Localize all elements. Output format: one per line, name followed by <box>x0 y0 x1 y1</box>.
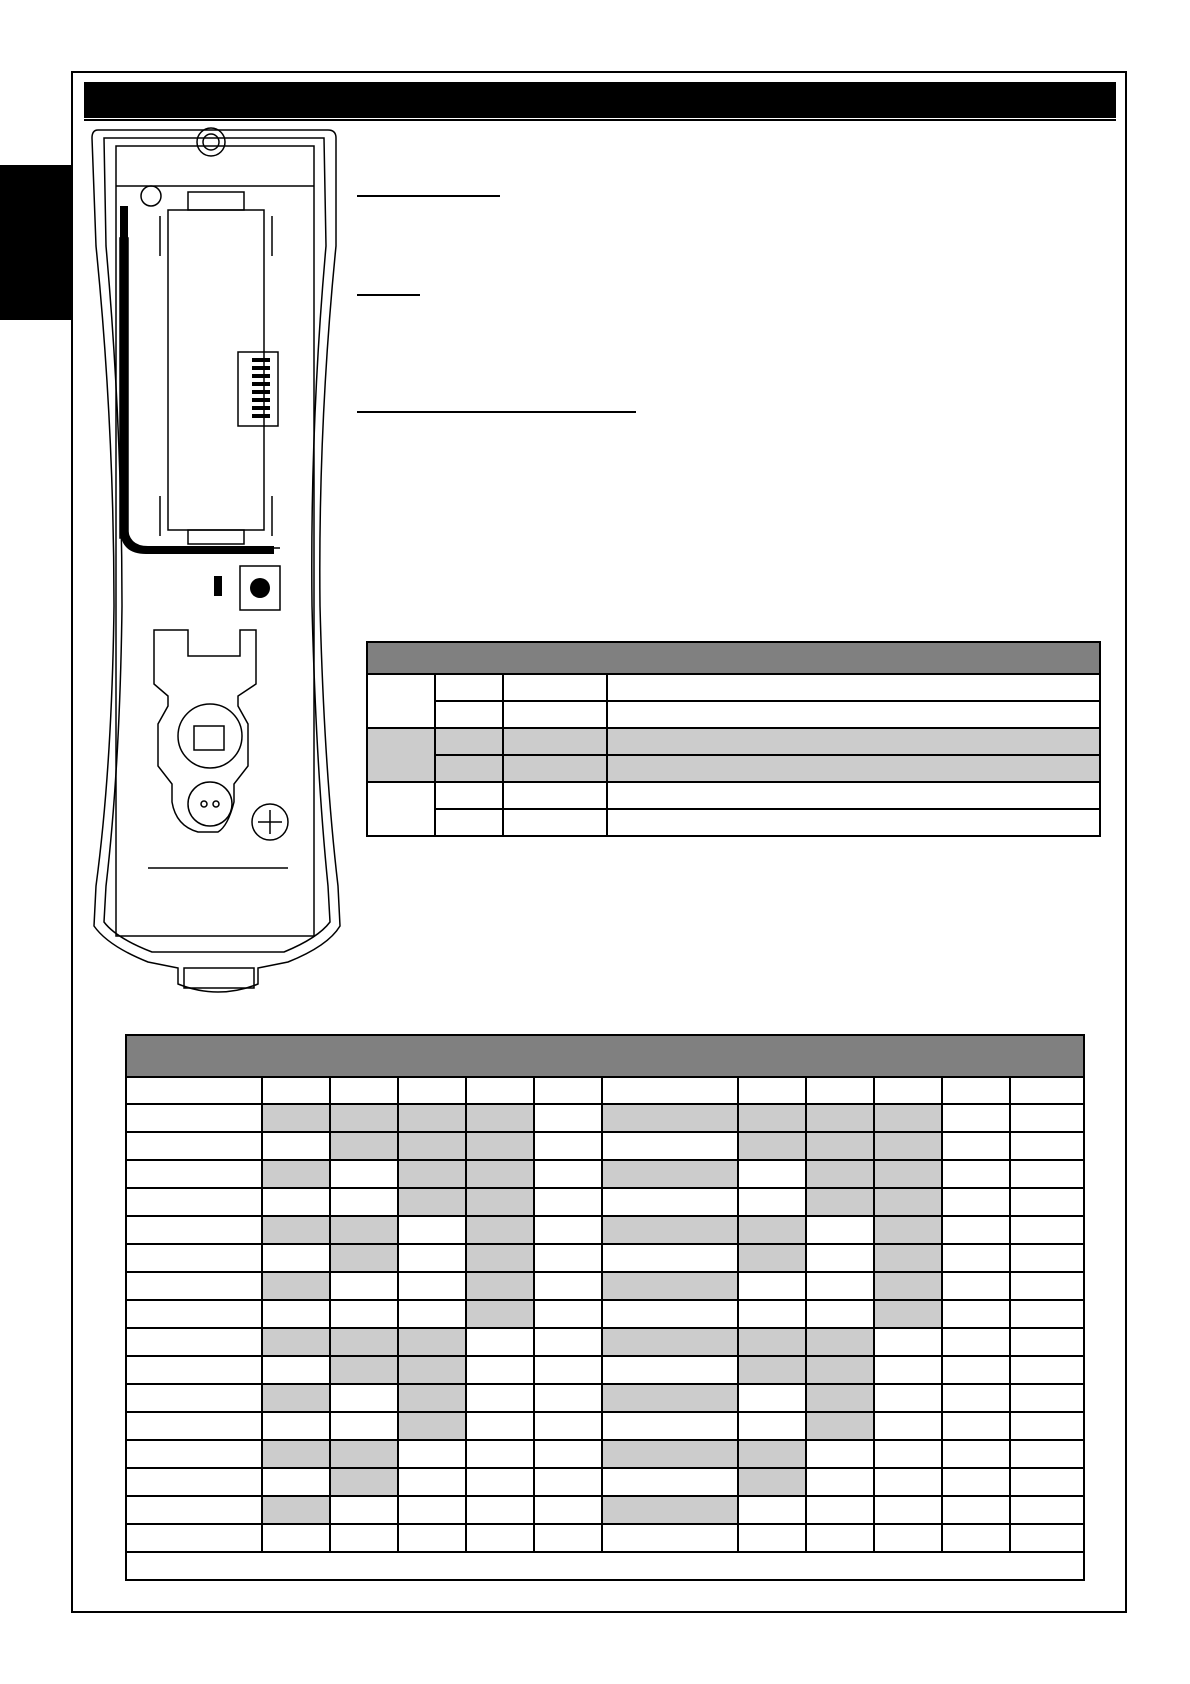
table-row <box>126 1244 1084 1272</box>
code-cell <box>466 1104 534 1132</box>
table-row <box>126 1468 1084 1496</box>
code-cell <box>534 1188 602 1216</box>
code-cell <box>126 1160 262 1188</box>
code-cell <box>942 1160 1010 1188</box>
code-cell <box>1010 1356 1084 1384</box>
code-cell <box>534 1356 602 1384</box>
code-cell <box>806 1412 874 1440</box>
code-cell <box>398 1328 466 1356</box>
table-row <box>126 1356 1084 1384</box>
switch-cell <box>435 728 503 755</box>
code-cell <box>398 1524 466 1552</box>
code-cell <box>466 1272 534 1300</box>
code-cell <box>330 1160 398 1188</box>
code-cell <box>602 1412 738 1440</box>
code-cell <box>398 1160 466 1188</box>
code-cell <box>1010 1412 1084 1440</box>
code-cell <box>602 1216 738 1244</box>
code-cell <box>262 1272 330 1300</box>
switch-cell <box>435 809 503 836</box>
code-cell <box>262 1160 330 1188</box>
code-cell <box>738 1216 806 1244</box>
code-cell <box>738 1496 806 1524</box>
code-cell <box>806 1300 874 1328</box>
code-cell <box>602 1356 738 1384</box>
code-cell <box>330 1300 398 1328</box>
column-header-cell <box>602 1077 738 1104</box>
code-cell <box>874 1216 942 1244</box>
code-cell <box>602 1188 738 1216</box>
switch-cell <box>607 755 1100 782</box>
code-cell <box>466 1468 534 1496</box>
switch-cell <box>607 809 1100 836</box>
code-cell <box>534 1244 602 1272</box>
code-cell <box>466 1328 534 1356</box>
code-cell <box>398 1272 466 1300</box>
code-table-header-row <box>126 1035 1084 1077</box>
code-cell <box>874 1244 942 1272</box>
code-cell <box>1010 1216 1084 1244</box>
code-cell <box>738 1188 806 1216</box>
code-cell <box>466 1188 534 1216</box>
code-cell <box>126 1216 262 1244</box>
battery-holder <box>168 210 264 530</box>
code-cell <box>330 1104 398 1132</box>
title-underline <box>84 119 1116 121</box>
code-cell <box>874 1104 942 1132</box>
column-header-cell <box>126 1077 262 1104</box>
code-cell <box>602 1300 738 1328</box>
code-cell <box>330 1468 398 1496</box>
code-cell <box>602 1328 738 1356</box>
title-bar <box>84 82 1116 118</box>
switch-cell <box>607 701 1100 728</box>
code-cell <box>942 1188 1010 1216</box>
code-cell <box>874 1328 942 1356</box>
code-cell <box>942 1468 1010 1496</box>
code-cell <box>398 1384 466 1412</box>
code-cell <box>1010 1300 1084 1328</box>
code-cell <box>602 1104 738 1132</box>
code-cell <box>126 1468 262 1496</box>
switch-cell <box>607 674 1100 701</box>
column-header-cell <box>874 1077 942 1104</box>
code-cell <box>466 1132 534 1160</box>
code-cell <box>738 1244 806 1272</box>
code-cell <box>1010 1104 1084 1132</box>
code-cell <box>126 1384 262 1412</box>
code-cell <box>534 1384 602 1412</box>
code-cell <box>1010 1160 1084 1188</box>
code-cell <box>874 1188 942 1216</box>
code-cell <box>602 1440 738 1468</box>
code-cell <box>398 1412 466 1440</box>
inner-panel <box>116 146 314 936</box>
code-cell <box>398 1132 466 1160</box>
code-cell <box>602 1160 738 1188</box>
code-cell <box>942 1496 1010 1524</box>
code-cell <box>738 1384 806 1412</box>
switch-cell <box>435 674 503 701</box>
code-cell <box>398 1300 466 1328</box>
code-cell <box>262 1104 330 1132</box>
mount-hole <box>197 128 225 156</box>
code-cell <box>806 1356 874 1384</box>
code-cell <box>398 1356 466 1384</box>
switch-group-cell <box>367 674 435 728</box>
code-cell <box>466 1440 534 1468</box>
heading-underline-2 <box>357 294 420 296</box>
code-cell <box>874 1412 942 1440</box>
code-cell <box>262 1216 330 1244</box>
code-cell <box>874 1468 942 1496</box>
code-table-footer-row <box>126 1552 1084 1580</box>
code-cell <box>1010 1524 1084 1552</box>
switch-group-cell <box>367 782 435 836</box>
switch-settings-table <box>366 641 1101 837</box>
code-cell <box>466 1384 534 1412</box>
switch-cell <box>435 755 503 782</box>
code-cell <box>874 1356 942 1384</box>
code-cell <box>330 1412 398 1440</box>
code-cell <box>1010 1468 1084 1496</box>
housing-outline <box>92 130 340 992</box>
code-cell <box>330 1132 398 1160</box>
column-header-cell <box>262 1077 330 1104</box>
code-cell <box>330 1496 398 1524</box>
code-cell <box>466 1216 534 1244</box>
code-cell <box>262 1356 330 1384</box>
code-cell <box>466 1356 534 1384</box>
code-cell <box>738 1132 806 1160</box>
code-cell <box>942 1244 1010 1272</box>
table-row <box>126 1104 1084 1132</box>
section-tab <box>0 165 71 320</box>
code-cell <box>1010 1244 1084 1272</box>
code-cell <box>602 1132 738 1160</box>
code-cell <box>126 1244 262 1272</box>
column-header-cell <box>806 1077 874 1104</box>
code-cell <box>806 1384 874 1412</box>
code-cell <box>262 1468 330 1496</box>
code-cell <box>262 1188 330 1216</box>
heading-underline-3 <box>357 411 636 413</box>
code-cell <box>262 1412 330 1440</box>
code-cell <box>806 1328 874 1356</box>
code-cell <box>126 1104 262 1132</box>
code-cell <box>738 1328 806 1356</box>
table-row <box>126 1132 1084 1160</box>
code-cell <box>398 1496 466 1524</box>
code-cell <box>330 1272 398 1300</box>
code-cell <box>466 1300 534 1328</box>
code-cell <box>738 1412 806 1440</box>
code-cell <box>942 1104 1010 1132</box>
code-cell <box>1010 1384 1084 1412</box>
code-cell <box>806 1524 874 1552</box>
code-cell <box>806 1104 874 1132</box>
code-cell <box>262 1300 330 1328</box>
sensor-lens <box>188 782 232 826</box>
code-cell <box>262 1440 330 1468</box>
led <box>214 576 222 596</box>
code-cell <box>874 1132 942 1160</box>
code-cell <box>126 1188 262 1216</box>
code-cell <box>398 1440 466 1468</box>
code-cell <box>1010 1496 1084 1524</box>
code-cell <box>942 1524 1010 1552</box>
column-header-cell <box>1010 1077 1084 1104</box>
table-row <box>126 1328 1084 1356</box>
code-cell <box>330 1384 398 1412</box>
code-cell <box>330 1440 398 1468</box>
switch-group-cell <box>367 728 435 782</box>
device-illustration <box>88 126 348 994</box>
table-row <box>126 1524 1084 1552</box>
code-cell <box>398 1216 466 1244</box>
switch-cell <box>503 728 607 755</box>
code-cell <box>126 1328 262 1356</box>
code-cell <box>262 1328 330 1356</box>
code-cell <box>738 1524 806 1552</box>
column-header-cell <box>330 1077 398 1104</box>
code-cell <box>738 1160 806 1188</box>
code-cell <box>330 1524 398 1552</box>
code-cell <box>534 1272 602 1300</box>
code-cell <box>398 1188 466 1216</box>
code-cell <box>534 1524 602 1552</box>
code-table-footer <box>126 1552 1084 1580</box>
code-cell <box>398 1104 466 1132</box>
code-cell <box>806 1132 874 1160</box>
code-cell <box>942 1216 1010 1244</box>
code-cell <box>602 1468 738 1496</box>
code-cell <box>602 1384 738 1412</box>
code-cell <box>330 1356 398 1384</box>
code-cell <box>738 1468 806 1496</box>
code-cell <box>466 1496 534 1524</box>
code-cell <box>942 1412 1010 1440</box>
code-cell <box>806 1496 874 1524</box>
code-cell <box>806 1468 874 1496</box>
table-row <box>126 1160 1084 1188</box>
table-row <box>126 1216 1084 1244</box>
code-cell <box>398 1468 466 1496</box>
code-cell <box>738 1300 806 1328</box>
column-header-cell <box>942 1077 1010 1104</box>
code-cell <box>738 1272 806 1300</box>
code-cell <box>874 1384 942 1412</box>
code-cell <box>1010 1188 1084 1216</box>
code-cell <box>874 1524 942 1552</box>
code-cell <box>466 1412 534 1440</box>
table-row <box>126 1384 1084 1412</box>
code-cell <box>1010 1328 1084 1356</box>
code-cell <box>874 1496 942 1524</box>
switch-cell <box>503 701 607 728</box>
code-cell <box>466 1160 534 1188</box>
code-cell <box>534 1104 602 1132</box>
code-table-column-row <box>126 1077 1084 1104</box>
code-cell <box>1010 1272 1084 1300</box>
code-cell <box>602 1524 738 1552</box>
table-row <box>126 1496 1084 1524</box>
code-cell <box>534 1300 602 1328</box>
code-cell <box>262 1524 330 1552</box>
code-cell <box>398 1244 466 1272</box>
code-cell <box>126 1356 262 1384</box>
switch-cell <box>503 674 607 701</box>
code-cell <box>874 1300 942 1328</box>
code-cell <box>942 1272 1010 1300</box>
code-cell <box>806 1244 874 1272</box>
code-cell <box>806 1188 874 1216</box>
code-cell <box>126 1496 262 1524</box>
code-table <box>125 1034 1085 1581</box>
code-cell <box>262 1384 330 1412</box>
column-header-cell <box>466 1077 534 1104</box>
code-cell <box>126 1412 262 1440</box>
tamper-button <box>250 578 270 598</box>
code-cell <box>330 1244 398 1272</box>
switch-cell <box>503 782 607 809</box>
code-cell <box>942 1300 1010 1328</box>
code-cell <box>806 1160 874 1188</box>
code-cell <box>534 1160 602 1188</box>
code-cell <box>534 1440 602 1468</box>
switch-cell <box>503 809 607 836</box>
switch-cell <box>435 782 503 809</box>
antenna-wire <box>120 206 274 554</box>
code-cell <box>534 1496 602 1524</box>
code-cell <box>602 1244 738 1272</box>
code-cell <box>942 1384 1010 1412</box>
table-row <box>126 1272 1084 1300</box>
code-cell <box>602 1496 738 1524</box>
heading-underline-1 <box>357 195 500 197</box>
code-cell <box>262 1244 330 1272</box>
code-cell <box>126 1272 262 1300</box>
column-header-cell <box>738 1077 806 1104</box>
code-cell <box>806 1440 874 1468</box>
column-header-cell <box>534 1077 602 1104</box>
column-header-cell <box>398 1077 466 1104</box>
switch-cell <box>607 782 1100 809</box>
code-cell <box>806 1216 874 1244</box>
code-cell <box>942 1356 1010 1384</box>
code-cell <box>874 1272 942 1300</box>
switch-table-header <box>367 642 1100 674</box>
table-row <box>126 1300 1084 1328</box>
code-cell <box>942 1440 1010 1468</box>
code-cell <box>534 1216 602 1244</box>
code-cell <box>534 1468 602 1496</box>
code-cell <box>806 1272 874 1300</box>
code-cell <box>738 1440 806 1468</box>
code-cell <box>126 1300 262 1328</box>
code-cell <box>738 1104 806 1132</box>
switch-cell <box>503 755 607 782</box>
code-cell <box>330 1216 398 1244</box>
code-table-header <box>126 1035 1084 1077</box>
code-cell <box>942 1328 1010 1356</box>
code-cell <box>466 1244 534 1272</box>
code-cell <box>1010 1440 1084 1468</box>
code-cell <box>874 1440 942 1468</box>
code-cell <box>330 1188 398 1216</box>
code-cell <box>126 1132 262 1160</box>
code-cell <box>262 1496 330 1524</box>
table-row <box>126 1440 1084 1468</box>
code-cell <box>126 1440 262 1468</box>
code-cell <box>466 1524 534 1552</box>
table-row <box>126 1412 1084 1440</box>
code-cell <box>330 1328 398 1356</box>
switch-cell <box>435 701 503 728</box>
code-cell <box>942 1132 1010 1160</box>
code-cell <box>1010 1132 1084 1160</box>
code-cell <box>262 1132 330 1160</box>
switch-cell <box>607 728 1100 755</box>
code-cell <box>534 1328 602 1356</box>
code-cell <box>126 1524 262 1552</box>
code-cell <box>602 1272 738 1300</box>
code-cell <box>738 1356 806 1384</box>
code-cell <box>874 1160 942 1188</box>
table-row <box>126 1188 1084 1216</box>
code-cell <box>534 1412 602 1440</box>
code-cell <box>534 1132 602 1160</box>
